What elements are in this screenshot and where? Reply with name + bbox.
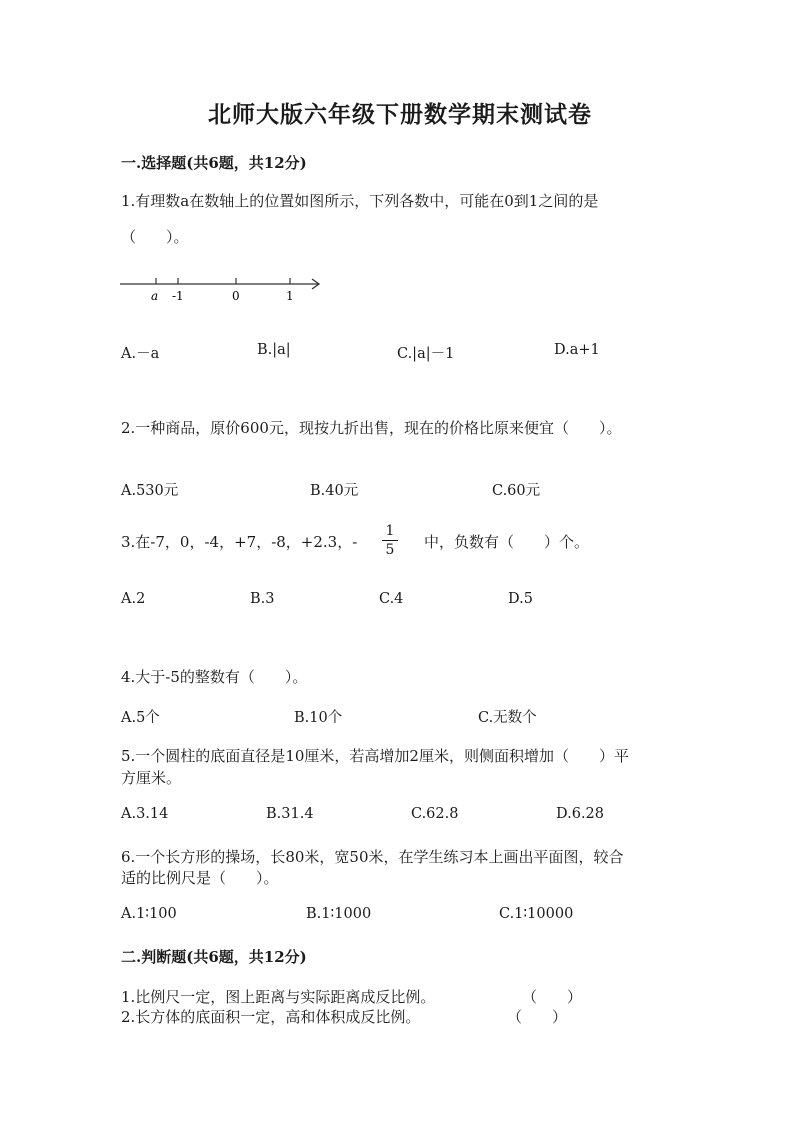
axis-label-1: 1 — [286, 289, 294, 303]
judgment-item-2-blank: （ ） — [507, 1008, 568, 1026]
q6-option-c: C.1∶10000 — [499, 906, 574, 922]
q3-option-c: C.4 — [379, 591, 404, 607]
question-3-text: 3.在-7，0，-4，+7，-8，+2.3，- — [121, 533, 358, 551]
question-1-blank: （ ）。 — [121, 228, 189, 246]
q1-option-a: A.－a — [121, 346, 160, 362]
q1-option-c: C.|a|－1 — [397, 346, 455, 362]
q5-option-a: A.3.14 — [121, 806, 169, 822]
axis-label-minus-1: -1 — [172, 289, 184, 303]
q2-option-c: C.60元 — [492, 483, 541, 499]
q2-option-b: B.40元 — [310, 483, 359, 499]
question-6-text: 6.一个长方形的操场，长80米，宽50米，在学生练习本上画出平面图，较合 — [121, 848, 624, 866]
judgment-item-2-text: 2.长方体的底面积一定，高和体积成反比例。 — [121, 1008, 421, 1026]
q1-option-b: B.|a| — [257, 342, 291, 358]
question-5-text: 5.一个圆柱的底面直径是10厘米，若高增加2厘米，则侧面积增加（ ）平 — [121, 747, 629, 765]
q3-option-d: D.5 — [508, 591, 533, 607]
q4-option-b: B.10个 — [294, 710, 343, 726]
q1-option-d: D.a+1 — [554, 342, 600, 358]
q5-option-d: D.6.28 — [556, 806, 605, 822]
question-3-text-after: 中，负数有（ ）个。 — [424, 533, 590, 551]
q3-option-b: B.3 — [250, 591, 275, 607]
axis-label-a: a — [151, 289, 159, 303]
section-heading-choice: 一.选择题(共6题，共12分) — [121, 154, 307, 172]
section-heading-judgment: 二.判断题(共6题，共12分) — [121, 948, 307, 966]
question-5-text-line2: 方厘米。 — [121, 769, 182, 787]
fraction-numerator: 1 — [385, 523, 395, 539]
question-4-text: 4.大于-5的整数有（ ）。 — [121, 668, 308, 686]
page-title: 北师大版六年级下册数学期末测试卷 — [208, 101, 592, 128]
q6-option-b: B.1∶1000 — [306, 906, 372, 922]
fraction-denominator: 5 — [385, 542, 395, 558]
fraction-bar — [382, 540, 398, 541]
q4-option-c: C.无数个 — [478, 710, 537, 726]
fraction-one-fifth — [382, 523, 398, 558]
question-6-text-line2: 适的比例尺是（ ）。 — [121, 869, 279, 887]
question-1-text: 1.有理数a在数轴上的位置如图所示，下列各数中，可能在0到1之间的是 — [121, 192, 599, 210]
q6-option-a: A.1∶100 — [121, 906, 177, 922]
q5-option-b: B.31.4 — [266, 806, 314, 822]
question-2-text: 2.一种商品，原价600元，现按九折出售，现在的价格比原来便宜（ ）。 — [121, 419, 622, 437]
number-line-figure — [118, 272, 328, 306]
q2-option-a: A.530元 — [121, 483, 179, 499]
judgment-item-1-text: 1.比例尺一定，图上距离与实际距离成反比例。 — [121, 988, 436, 1006]
axis-label-0: 0 — [232, 289, 240, 303]
judgment-item-1-blank: （ ） — [522, 988, 583, 1006]
q3-option-a: A.2 — [121, 591, 146, 607]
q5-option-c: C.62.8 — [411, 806, 459, 822]
q4-option-a: A.5个 — [121, 710, 160, 726]
